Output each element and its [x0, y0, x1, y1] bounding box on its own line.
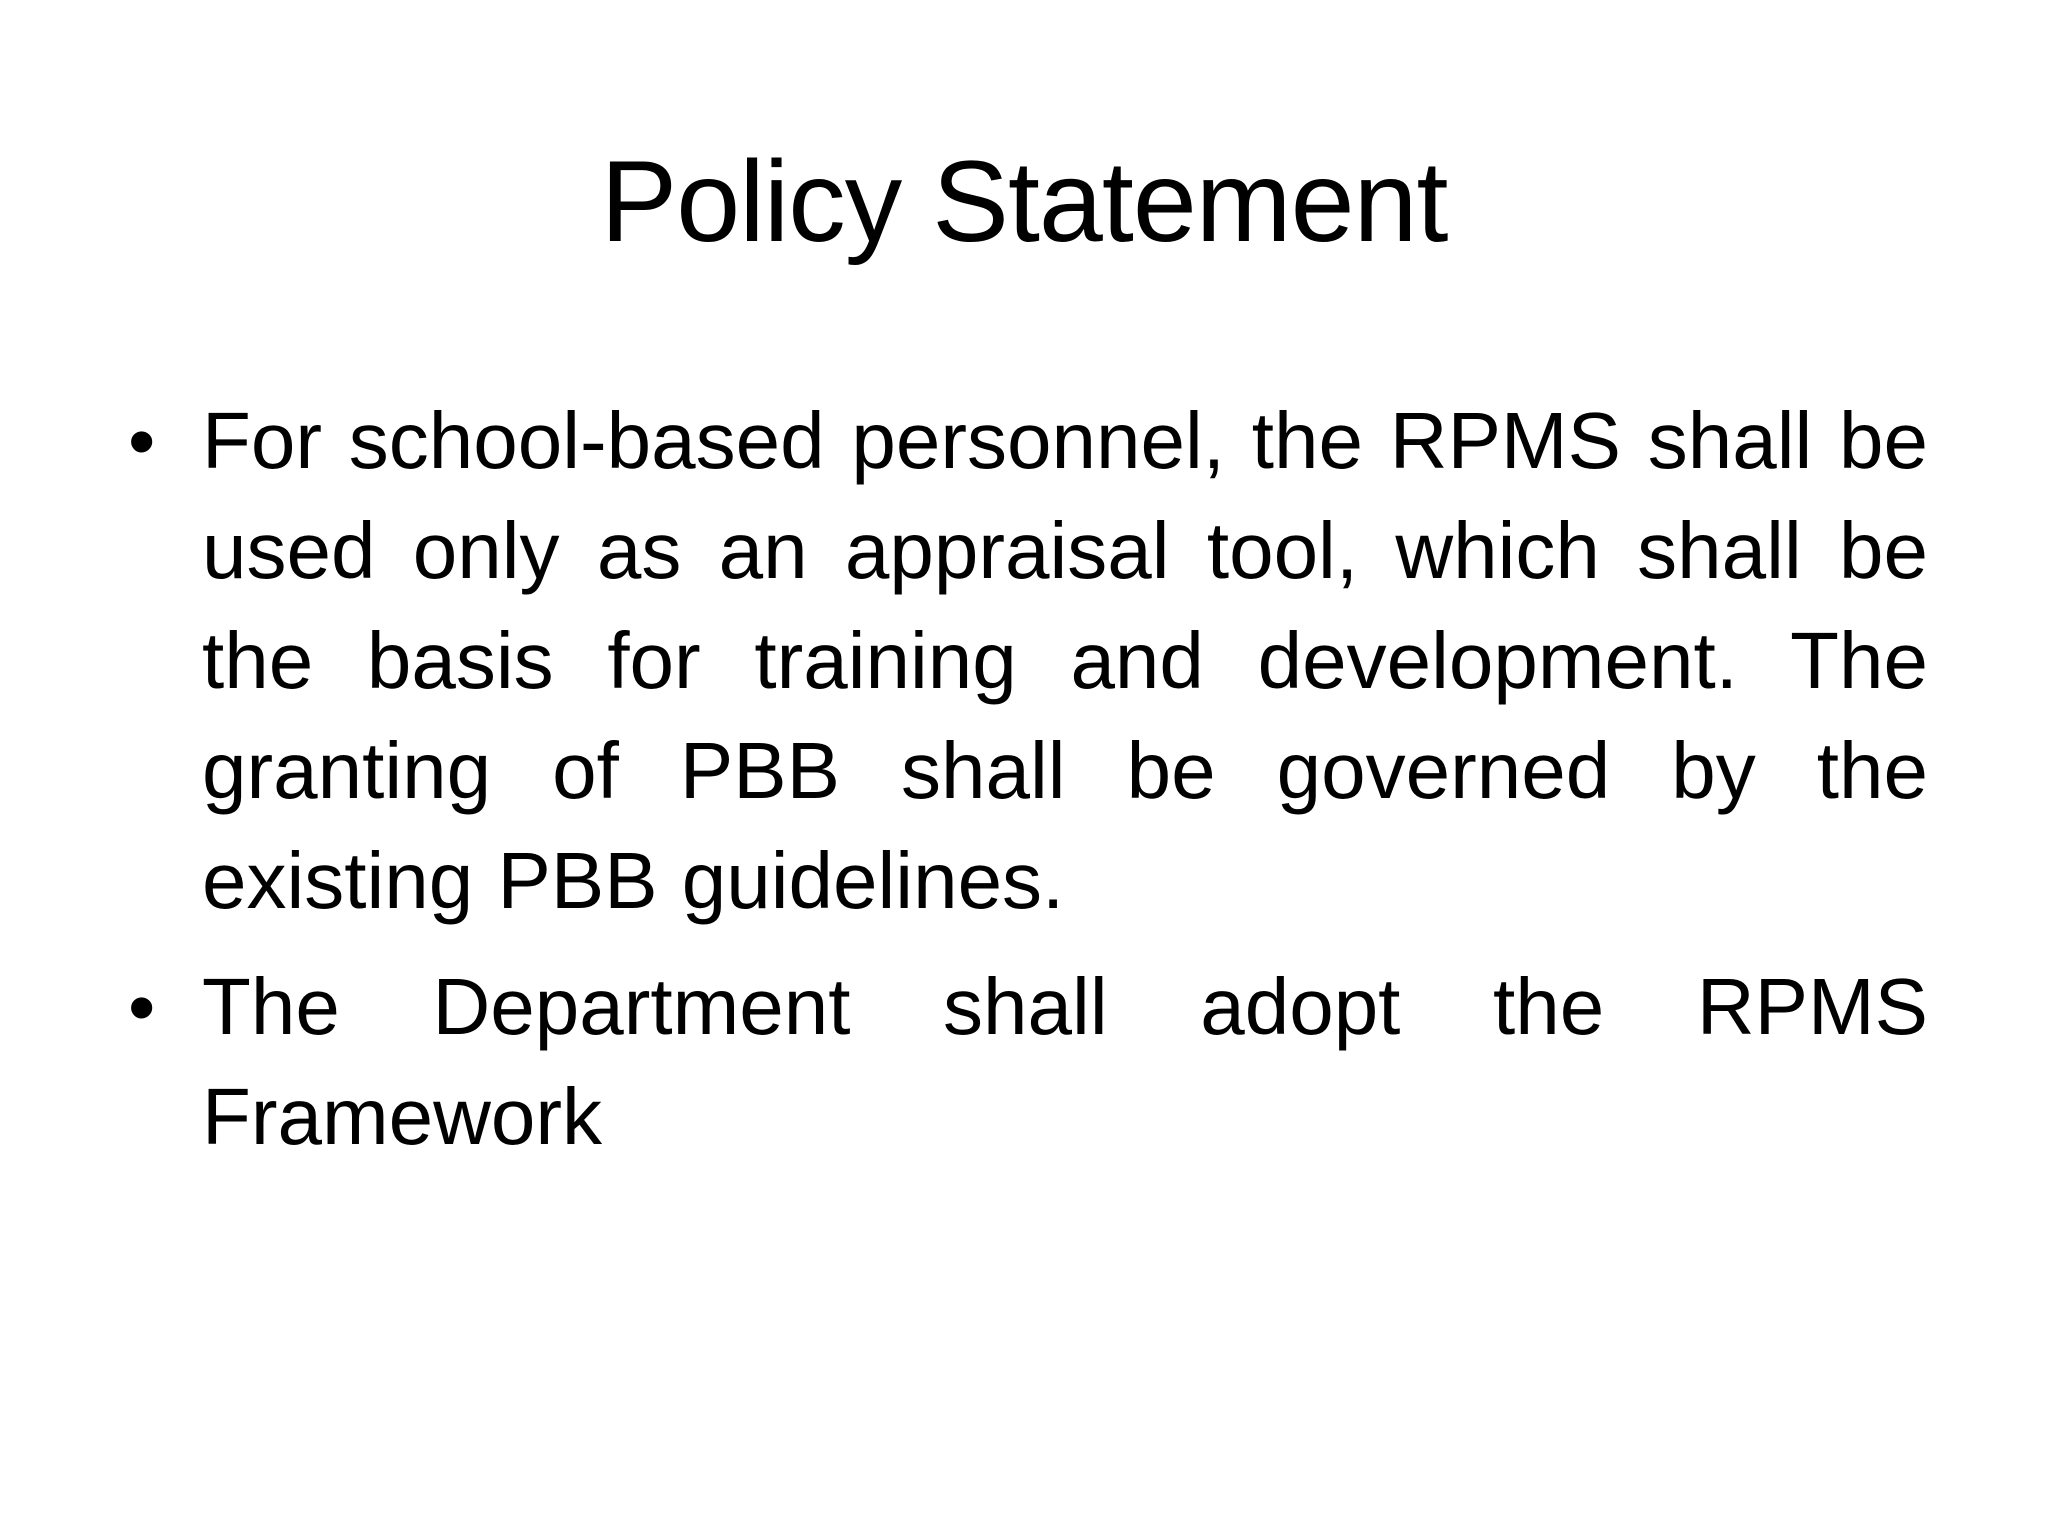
- list-item: [128, 952, 1928, 1172]
- bullet-text: For school-based personnel, the RPMS shall be used only as an appraisal tool, which shall be the basis for training and development. The granting of PBB shall be governed by the existing PBB guidelines.: [202, 396, 1928, 925]
- bullet-icon: •: [128, 963, 156, 1051]
- slide-title: Policy Statement: [600, 138, 1448, 266]
- bullet-icon: •: [128, 397, 156, 485]
- bullet-text: The Department shall adopt the RPMS Framework: [202, 962, 1928, 1161]
- bullet-list: [128, 386, 1928, 1188]
- list-item: [128, 386, 1928, 936]
